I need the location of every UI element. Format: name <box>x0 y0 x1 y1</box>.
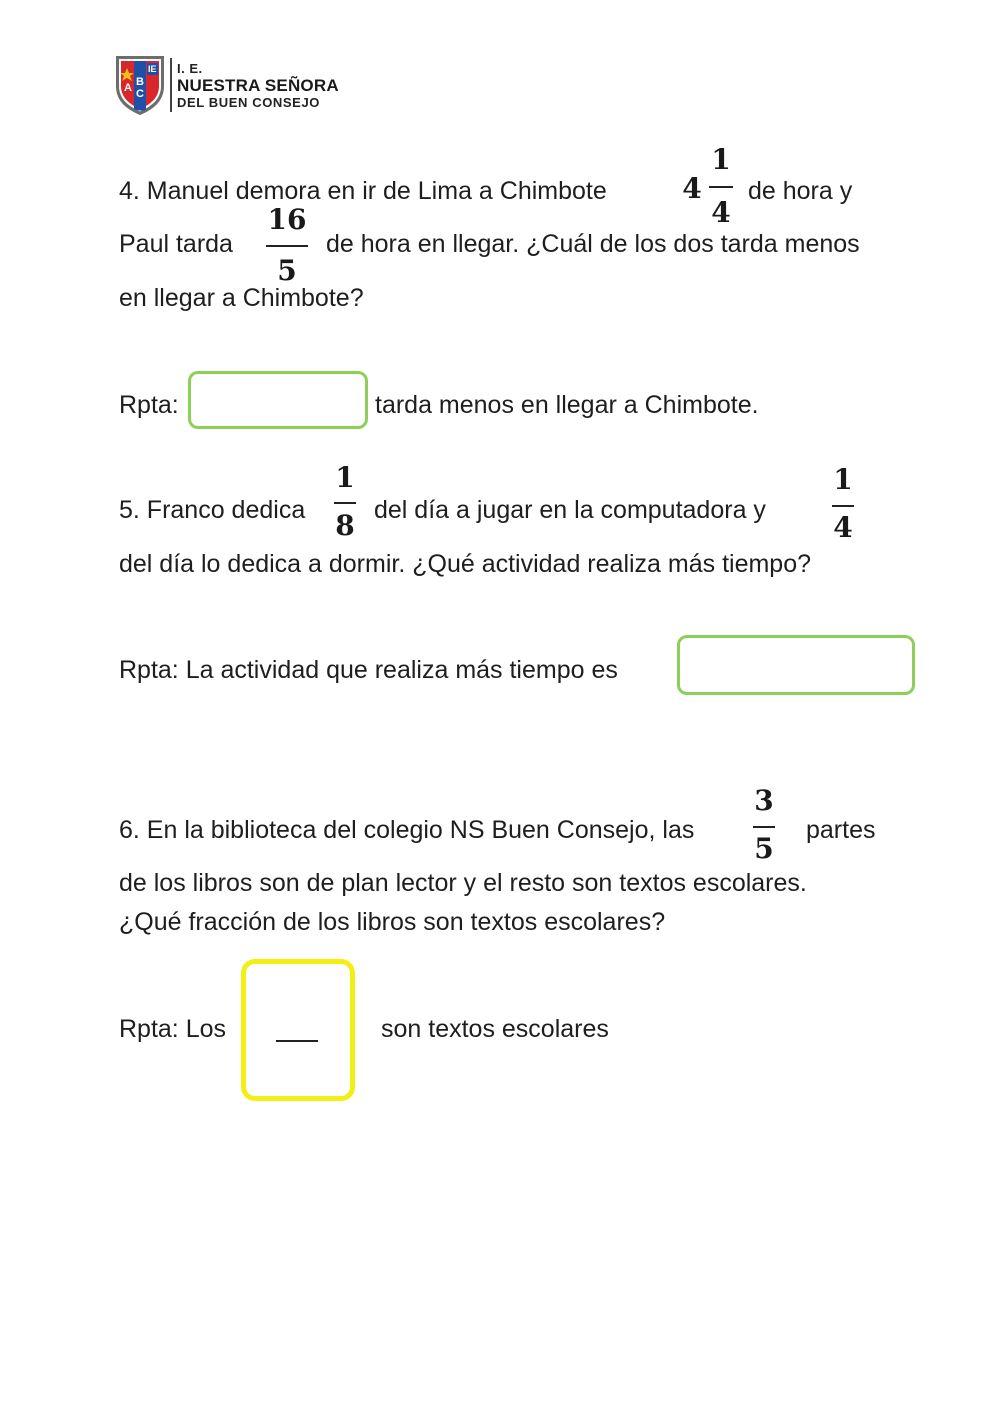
crest-letter-ie: IE <box>148 64 157 74</box>
q6-answer-suffix: son textos escolares <box>381 1015 609 1043</box>
header-line-1: I. E. <box>177 61 203 76</box>
q5-answer-prefix: Rpta: La actividad que realiza más tiempo es <box>119 656 618 684</box>
q4-text-4: de hora en llegar. ¿Cuál de los dos tarda menos <box>326 230 860 258</box>
q6-fraction-denominator: 5 <box>754 832 774 865</box>
q6-answer-prefix: Rpta: Los <box>119 1015 227 1043</box>
q4-text-5: en llegar a Chimbote? <box>119 284 364 312</box>
header-divider <box>170 58 172 112</box>
q5-fraction-2-bar <box>832 505 854 507</box>
q6-answer-fraction-line <box>276 1040 318 1042</box>
q5-answer-box[interactable] <box>677 635 915 695</box>
q5-text-3: del día lo dedica a dormir. ¿Qué actividad realiza más tiempo? <box>119 550 812 578</box>
q4-text-2: de hora y <box>748 177 853 205</box>
q5-fraction-1-bar <box>334 502 356 504</box>
q5-fraction-1-numerator: 1 <box>335 461 355 494</box>
q6-text-3: de los libros son de plan lector y el resto son textos escolares. <box>119 869 807 897</box>
q4-mixed-whole: 4 <box>682 172 702 205</box>
crest-letter-b: B <box>136 76 144 88</box>
q4-fraction-numerator: 16 <box>267 203 307 236</box>
q6-text-2: partes <box>806 816 876 844</box>
q6-fraction-numerator: 3 <box>754 784 774 817</box>
q5-fraction-1-denominator: 8 <box>335 509 355 542</box>
header-line-3: DEL BUEN CONSEJO <box>177 95 320 110</box>
school-header <box>114 54 374 118</box>
q6-text-1: 6. En la biblioteca del colegio NS Buen Consejo, las <box>119 816 695 844</box>
q4-mixed-fraction-bar <box>709 186 733 188</box>
header-line-2: NUESTRA SEÑORA <box>177 76 339 95</box>
q5-fraction-2-numerator: 1 <box>833 463 853 496</box>
q6-text-4: ¿Qué fracción de los libros son textos escolares? <box>119 908 666 936</box>
q5-text-1: 5. Franco dedica <box>119 496 306 524</box>
q4-text-1: 4. Manuel demora en ir de Lima a Chimbote <box>119 177 607 205</box>
q4-answer-prefix: Rpta: <box>119 391 179 419</box>
q4-fraction-bar <box>266 245 308 247</box>
q5-text-2: del día a jugar en la computadora y <box>374 496 766 524</box>
crest-letter-c: C <box>136 88 144 100</box>
q4-mixed-numerator: 1 <box>711 143 731 176</box>
q4-text-3: Paul tarda <box>119 230 233 258</box>
crest-letter-a: A <box>124 82 132 94</box>
q4-answer-suffix: tarda menos en llegar a Chimbote. <box>375 391 759 419</box>
q6-fraction-bar <box>753 826 775 828</box>
q4-mixed-denominator: 4 <box>711 196 731 229</box>
q4-answer-box[interactable] <box>188 371 368 429</box>
q5-fraction-2-denominator: 4 <box>833 511 853 544</box>
q4-fraction-denominator: 5 <box>277 254 297 287</box>
q6-answer-box[interactable] <box>241 959 355 1101</box>
